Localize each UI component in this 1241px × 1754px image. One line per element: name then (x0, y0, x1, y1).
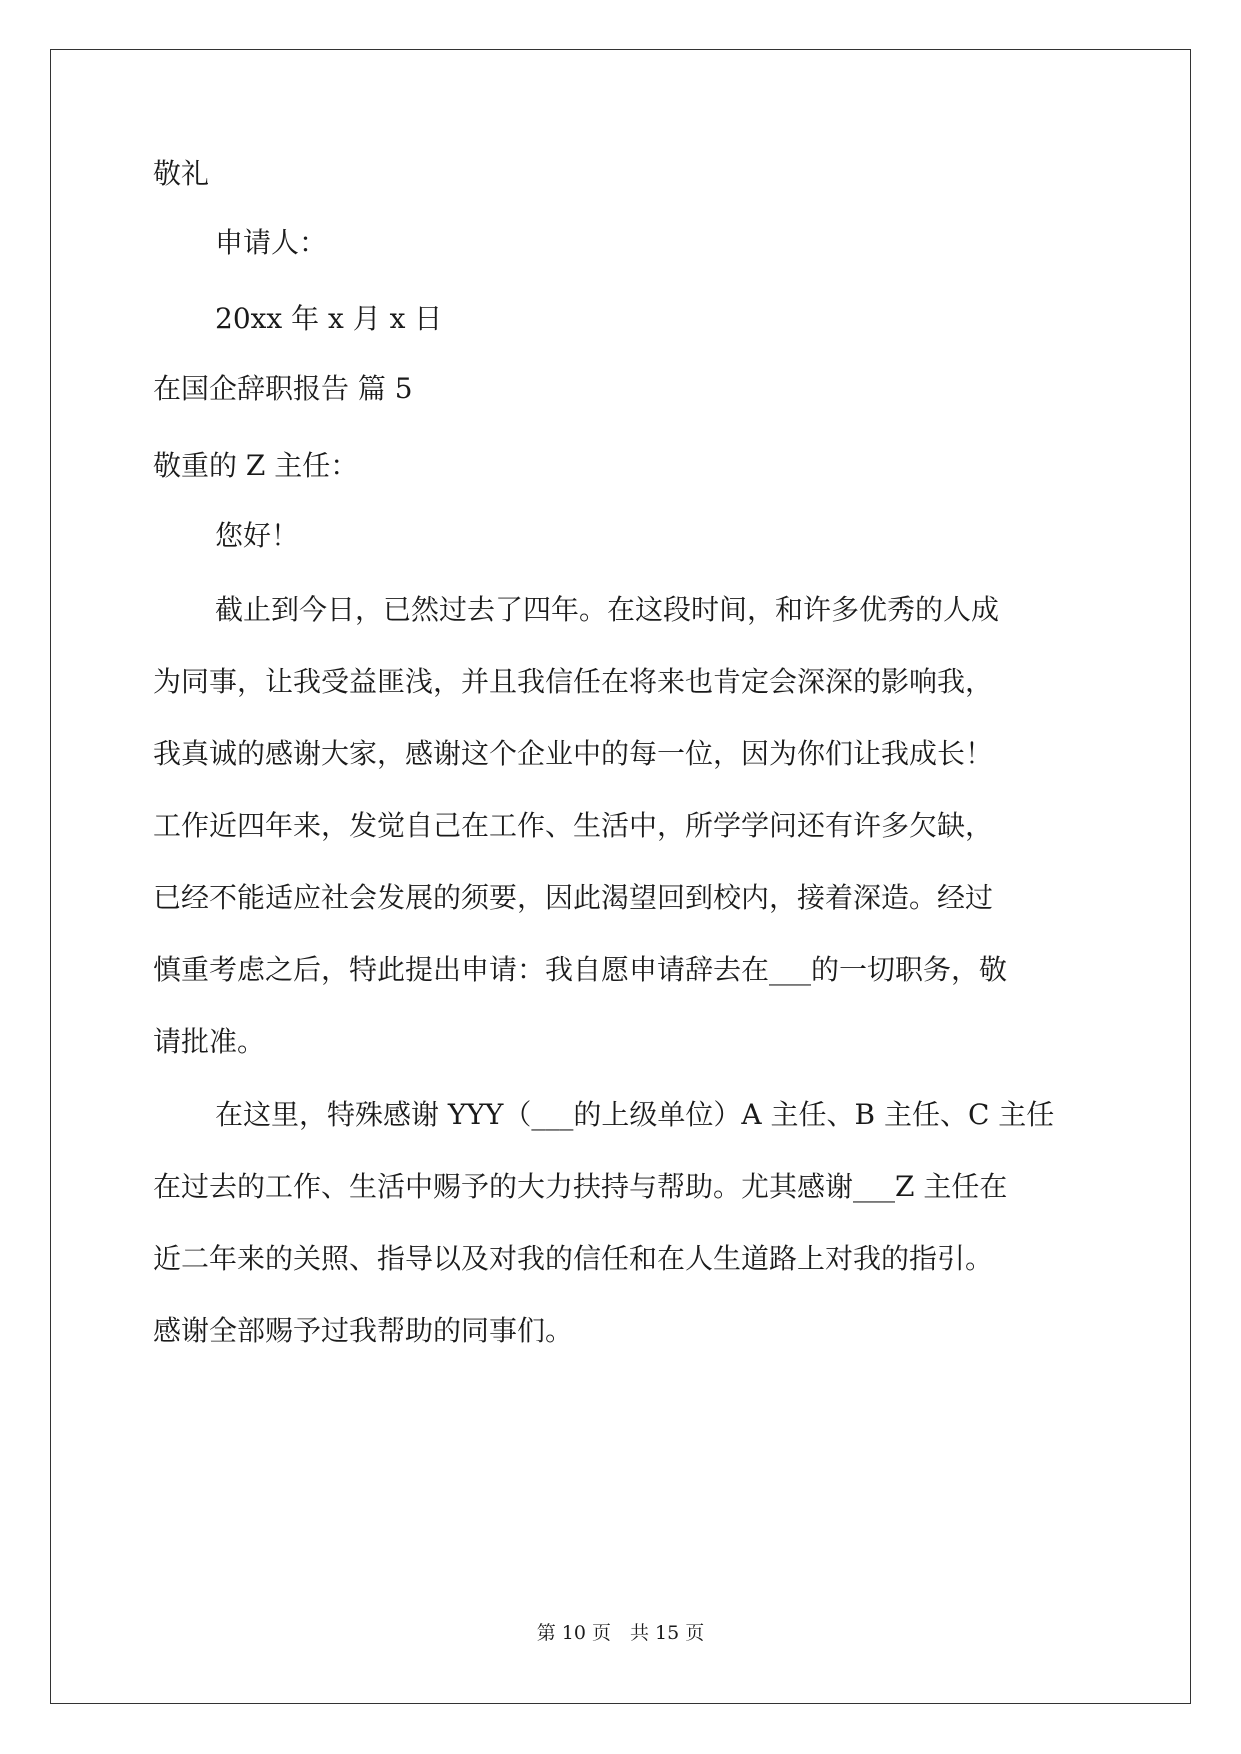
body-line: 慎重考虑之后，特此提出申请：我自愿申请辞去在___的一切职务，敬 (153, 953, 1008, 986)
date-line: 20xx 年 x 月 x 日 (215, 302, 443, 335)
body-line: 感谢全部赐予过我帮助的同事们。 (153, 1314, 574, 1347)
body-line: 已经不能适应社会发展的须要，因此渴望回到校内，接着深造。经过 (153, 881, 994, 914)
letter-addressee: 敬重的 Z 主任： (153, 449, 359, 482)
applicant-label: 申请人： (215, 226, 328, 259)
page-border (50, 49, 1191, 1704)
body-line: 在过去的工作、生活中赐予的大力扶持与帮助。尤其感谢___Z 主任在 (153, 1170, 1008, 1203)
section-title: 在国企辞职报告 篇 5 (153, 372, 413, 405)
closing-salutation: 敬礼 (153, 157, 210, 190)
body-line: 近二年来的关照、指导以及对我的信任和在人生道路上对我的指引。 (153, 1242, 994, 1275)
body-line: 工作近四年来，发觉自己在工作、生活中，所学学问还有许多欠缺， (153, 809, 994, 842)
body-line: 截止到今日，已然过去了四年。在这段时间，和许多优秀的人成 (215, 593, 1000, 626)
body-line: 为同事，让我受益匪浅，并且我信任在将来也肯定会深深的影响我， (153, 665, 994, 698)
body-line: 我真诚的感谢大家，感谢这个企业中的每一位，因为你们让我成长！ (153, 737, 994, 770)
body-line: 在这里，特殊感谢 YYY（___的上级单位）A 主任、B 主任、C 主任 (215, 1098, 1055, 1131)
letter-greeting: 您好！ (215, 519, 300, 552)
body-line: 请批准。 (153, 1025, 266, 1058)
page-number: 第 10 页 共 15 页 (536, 1622, 705, 1644)
